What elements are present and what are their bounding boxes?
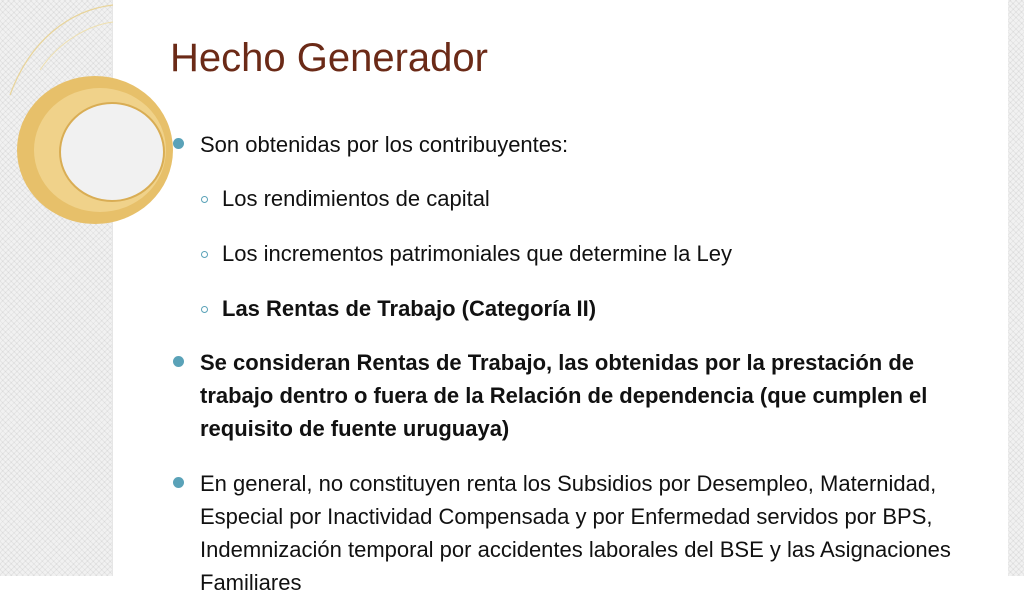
sub-bullet-rendimientos	[222, 182, 982, 215]
bullet-text: Se consideran Rentas de Trabajo, las obtenidas por la prestación de trabajo dentro o fuera de la Relación de dependencia (que cumplen el requisito de fuente uruguaya)	[200, 350, 928, 441]
bullet-text: En general, no constituyen renta los Subsidios por Desempleo, Maternidad, Especial por Inactividad Compensada y por Enfermedad servidos por BPS, Indemnización temporal por accidentes laborales del BSE y las Asignaciones Familiares	[200, 471, 951, 595]
sub-bullet-ring-icon	[201, 196, 208, 203]
slide-title: Hecho Generador	[170, 36, 488, 80]
sub-bullet-rentas-trabajo	[222, 292, 982, 325]
sub-bullet-ring-icon	[201, 251, 208, 258]
bullet-item-se-consideran	[200, 346, 990, 445]
bullet-text: Son obtenidas por los contribuyentes:	[200, 132, 569, 157]
bullet-item-contribuyentes	[200, 128, 990, 161]
bullet-dot-icon	[173, 138, 184, 149]
sub-bullet-text: Los incrementos patrimoniales que determine la Ley	[222, 241, 732, 266]
sub-bullet-ring-icon	[201, 306, 208, 313]
bullet-dot-icon	[173, 477, 184, 488]
bullet-item-en-general	[200, 467, 990, 599]
sub-bullet-incrementos	[222, 237, 982, 270]
sub-bullet-text: Las Rentas de Trabajo (Categoría II)	[222, 296, 597, 321]
sub-bullet-text: Los rendimientos de capital	[222, 186, 490, 211]
bullet-dot-icon	[173, 356, 184, 367]
